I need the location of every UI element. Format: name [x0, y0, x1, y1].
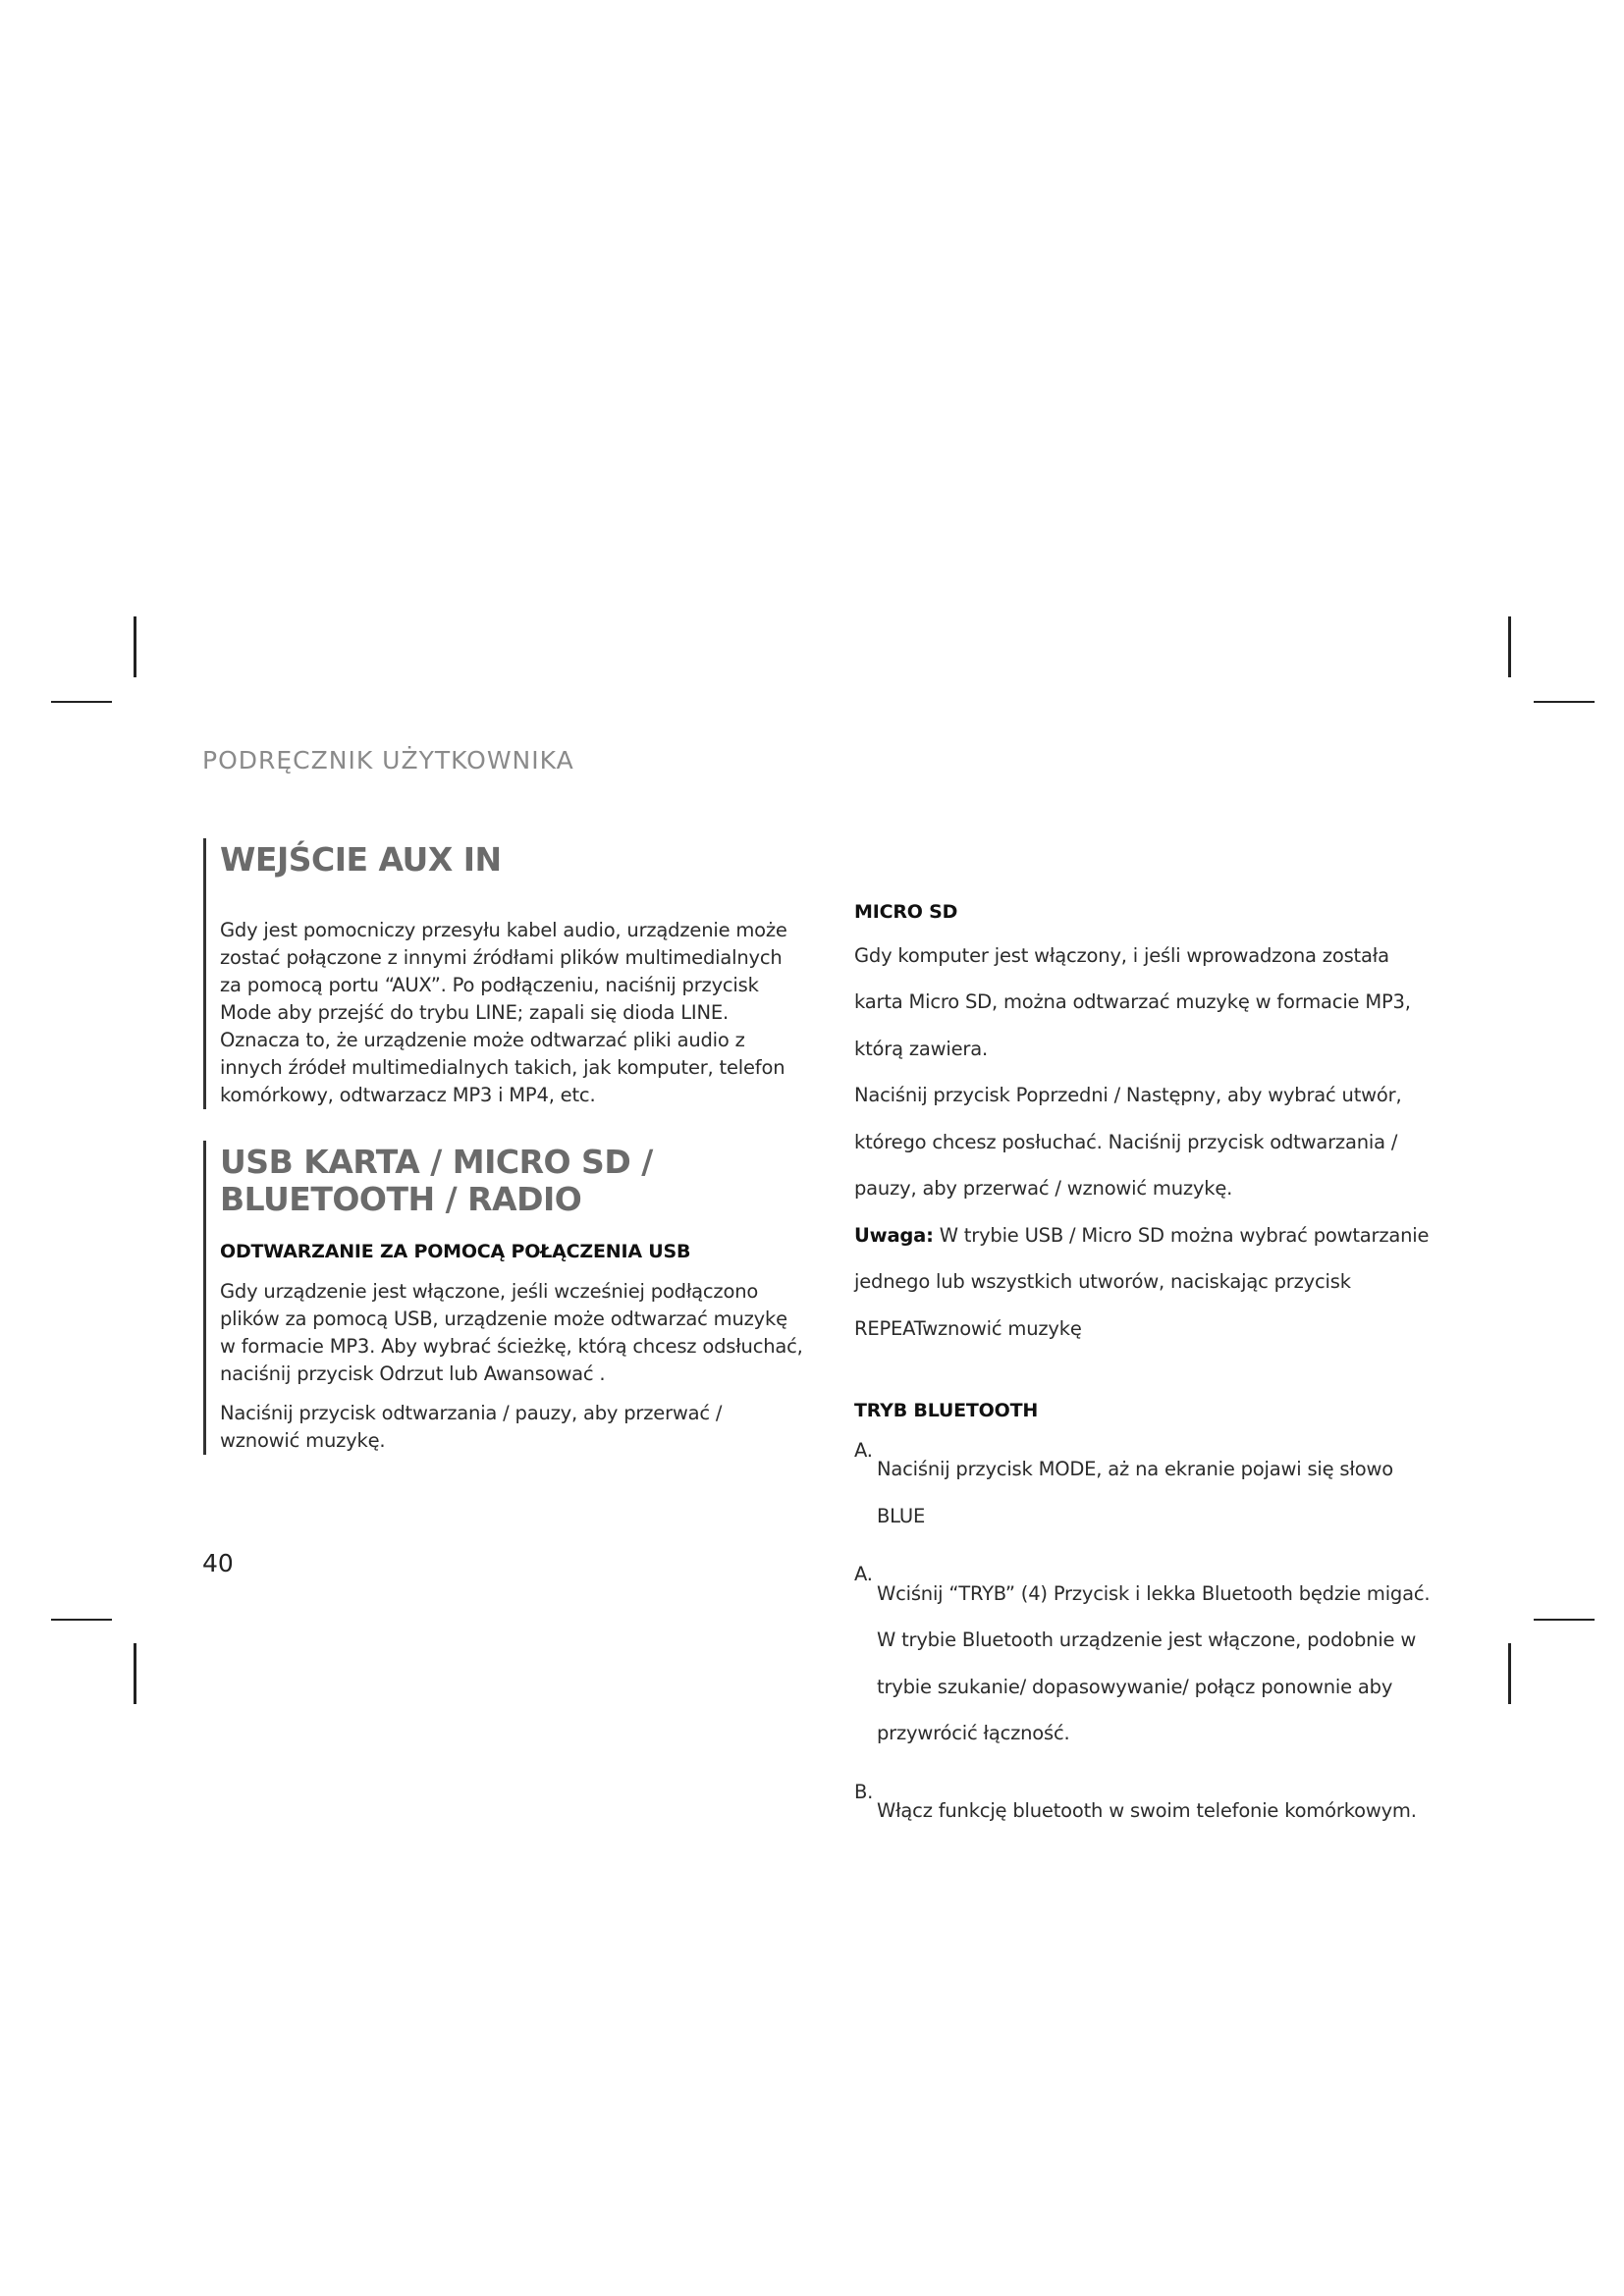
crop-mark [51, 1619, 112, 1621]
crop-mark [51, 701, 112, 703]
list-item [854, 1437, 1443, 1550]
text-line: wznowić muzykę. [220, 1429, 386, 1452]
text-line: za pomocą portu “AUX”. Po podłączeniu, naciśnij przycisk [220, 974, 759, 996]
crop-mark [134, 616, 136, 677]
text-line: naciśnij przycisk Odrzut lub Awansować . [220, 1362, 606, 1385]
text-line: zostać połączone z innymi źródłami plików multimedialnych [220, 946, 783, 969]
section-aux [203, 838, 829, 1109]
crop-mark [1534, 1619, 1595, 1621]
text-line: plików za pomocą USB, urządzenie może odtwarzać muzykę [220, 1308, 787, 1330]
text-line: w formacie MP3. Aby wybrać ścieżkę, którą chcesz odsłuchać, [220, 1335, 803, 1358]
right-column [854, 901, 1443, 1844]
usb-paragraph-2 [220, 1400, 829, 1455]
text-line: komórkowy, odtwarzacz MP3 i MP4, etc. [220, 1084, 596, 1106]
text-line: jednego lub wszystkich utworów, naciskając przycisk [854, 1270, 1351, 1293]
text-line: którą zawiera. [854, 1037, 988, 1060]
list-item [854, 1561, 1443, 1767]
text-line: Gdy komputer jest włączony, i jeśli wprowadzona została [854, 943, 1389, 967]
list-marker: A. [854, 1563, 873, 1585]
text-line: pauzy, aby przerwać / wznowić muzykę. [854, 1177, 1233, 1200]
bluetooth-heading: TRYB BLUETOOTH [854, 1399, 1039, 1421]
text-line: Naciśnij przycisk odtwarzania / pauzy, aby przerwać / [220, 1402, 723, 1424]
microsd-paragraph-1 [854, 942, 1443, 1063]
text-line: BLUE [877, 1504, 926, 1527]
list-marker: A. [854, 1438, 873, 1462]
section-title-usb-line1: USB KARTA / MICRO SD / [220, 1143, 653, 1181]
text-line: Mode aby przejść do trybu LINE; zapali się dioda LINE. [220, 1001, 729, 1024]
crop-mark [134, 1643, 136, 1704]
section-title-usb-line2: BLUETOOTH / RADIO [220, 1180, 582, 1218]
text-line: innych źródeł multimedialnych takich, jak komputer, telefon [220, 1056, 785, 1079]
text-line: W trybie USB / Micro SD można wybrać powtarzanie [933, 1223, 1430, 1247]
text-line: Naciśnij przycisk MODE, aż na ekranie pojawi się słowo [877, 1458, 1393, 1480]
bluetooth-list [854, 1437, 1443, 1844]
text-line: W trybie Bluetooth urządzenie jest włączone, podobnie w [877, 1629, 1417, 1651]
list-item [854, 1779, 1443, 1844]
list-marker: B. [854, 1780, 874, 1803]
usb-paragraph-1 [220, 1278, 829, 1388]
text-line: Oznacza to, że urządzenie może odtwarzać pliki audio z [220, 1029, 745, 1051]
text-line: Gdy urządzenie jest włączone, jeśli wcześniej podłączono [220, 1280, 759, 1303]
text-line: Włącz funkcję bluetooth w swoim telefonie komórkowym. [877, 1799, 1417, 1822]
page-number: 40 [202, 1549, 234, 1577]
usb-subheading: ODTWARZANIE ZA POMOCĄ POŁĄCZENIA USB [220, 1241, 691, 1262]
text-line: karta Micro SD, można odtwarzać muzykę w formacie MP3, [854, 990, 1411, 1013]
text-line: Wciśnij “TRYB” (4) Przycisk i lekka Bluetooth będzie migać. [877, 1581, 1431, 1605]
text-line: Naciśnij przycisk Poprzedni / Następny, aby wybrać utwór, [854, 1084, 1402, 1106]
text-line: przywrócić łączność. [877, 1722, 1070, 1744]
microsd-paragraph-2 [854, 1082, 1443, 1202]
microsd-note [854, 1222, 1443, 1343]
note-label: Uwaga: [854, 1223, 934, 1247]
aux-paragraph [220, 917, 829, 1109]
text-line: którego chcesz posłuchać. Naciśnij przycisk odtwarzania / [854, 1130, 1398, 1153]
text-line: REPEATwznowić muzykę [854, 1316, 1082, 1340]
text-line: trybie szukanie/ dopasowywanie/ połącz ponownie aby [877, 1675, 1393, 1698]
section-title-aux: WEJŚCIE AUX IN [220, 840, 502, 879]
text-line: Gdy jest pomocniczy przesyłu kabel audio, urządzenie może [220, 919, 787, 941]
crop-mark [1534, 701, 1595, 703]
manual-header: PODRĘCZNIK UŻYTKOWNIKA [202, 746, 574, 774]
section-usb [203, 1141, 829, 1455]
crop-mark [1508, 1643, 1511, 1704]
crop-mark [1508, 616, 1511, 677]
microsd-heading: MICRO SD [854, 901, 958, 923]
